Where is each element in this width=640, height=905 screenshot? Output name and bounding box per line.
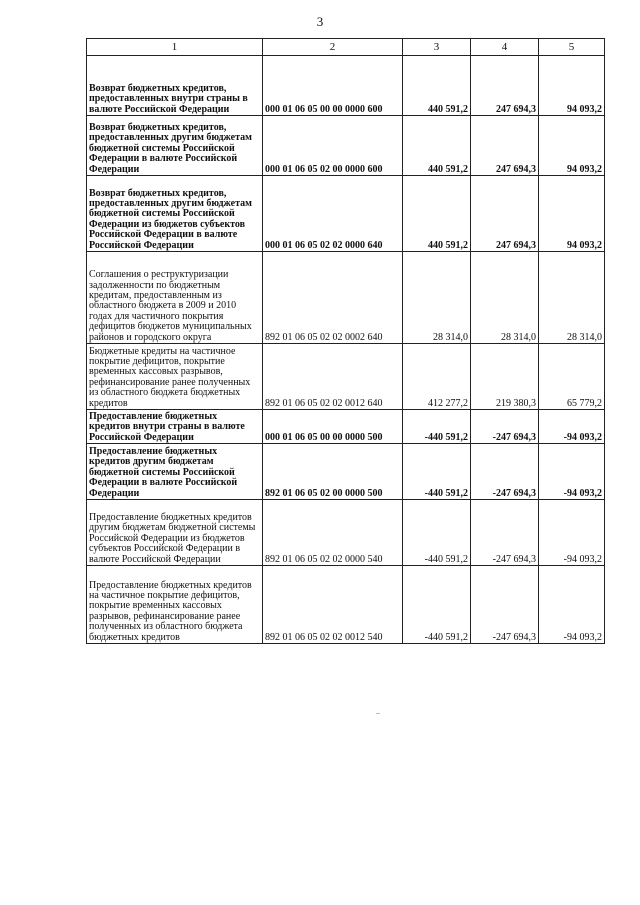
year-2-value: -247 694,3 xyxy=(471,410,539,444)
year-1-value: 440 591,2 xyxy=(403,116,471,176)
row-name: Предоставление бюджетных кредитов внутри страны в валюте Российской Федерации xyxy=(87,410,263,444)
column-number: 4 xyxy=(471,39,539,56)
year-2-value: 28 314,0 xyxy=(471,252,539,344)
year-1-value: 28 314,0 xyxy=(403,252,471,344)
year-3-value: -94 093,2 xyxy=(539,500,605,566)
year-1-value: -440 591,2 xyxy=(403,566,471,644)
table-row xyxy=(87,176,605,252)
year-3-value: 94 093,2 xyxy=(539,116,605,176)
table-row xyxy=(87,252,605,344)
row-name: Соглашения о реструктуризации задолженности по бюджетным кредитам, предоставленным из областного бюджета в 2009 и 2010 годах для частичного покрытия дефицитов бюджетов муниципальных районов и городского округа xyxy=(87,252,263,344)
budget-code: 892 01 06 05 02 02 0012 540 xyxy=(263,566,403,644)
budget-table xyxy=(86,38,605,644)
budget-code: 000 01 06 05 00 00 0000 600 xyxy=(263,56,403,116)
year-3-value: 94 093,2 xyxy=(539,56,605,116)
year-2-value: 247 694,3 xyxy=(471,176,539,252)
table-row xyxy=(87,444,605,500)
year-1-value: 412 277,2 xyxy=(403,344,471,410)
table-row xyxy=(87,500,605,566)
table-row xyxy=(87,566,605,644)
year-3-value: -94 093,2 xyxy=(539,566,605,644)
budget-code: 892 01 06 05 02 02 0000 540 xyxy=(263,500,403,566)
year-3-value: -94 093,2 xyxy=(539,444,605,500)
table-row xyxy=(87,56,605,116)
row-name: Возврат бюджетных кредитов, предоставленных внутри страны в валюте Российской Федерации xyxy=(87,56,263,116)
row-name: Предоставление бюджетных кредитов другим бюджетам бюджетной системы Российской Федерации из бюджетов субъектов Российской Федерации в валюте Российской Федерации xyxy=(87,500,263,566)
row-name: Возврат бюджетных кредитов, предоставленных другим бюджетам бюджетной системы Российской Федерации в валюте Российской Федерации xyxy=(87,116,263,176)
budget-code: 000 01 06 05 00 00 0000 500 xyxy=(263,410,403,444)
year-2-value: 219 380,3 xyxy=(471,344,539,410)
year-2-value: -247 694,3 xyxy=(471,566,539,644)
year-3-value: 65 779,2 xyxy=(539,344,605,410)
table-row xyxy=(87,344,605,410)
budget-code: 892 01 06 05 02 00 0000 500 xyxy=(263,444,403,500)
year-1-value: 440 591,2 xyxy=(403,56,471,116)
year-2-value: -247 694,3 xyxy=(471,444,539,500)
column-number-row xyxy=(87,39,605,56)
year-1-value: 440 591,2 xyxy=(403,176,471,252)
page-number: 3 xyxy=(316,14,324,29)
year-2-value: -247 694,3 xyxy=(471,500,539,566)
row-name: Возврат бюджетных кредитов, предоставленных другим бюджетам бюджетной системы Российской Федерации из бюджетов субъектов Российской Федерации в валюте Российской Федерации xyxy=(87,176,263,252)
year-3-value: 28 314,0 xyxy=(539,252,605,344)
row-name: Бюджетные кредиты на частичное покрытие дефицитов, покрытие временных кассовых разрывов, рефинансирование ранее полученных из областного бюджета бюджетных кредитов xyxy=(87,344,263,410)
year-1-value: -440 591,2 xyxy=(403,444,471,500)
row-name: Предоставление бюджетных кредитов на частичное покрытие дефицитов, покрытие временных кассовых разрывов, рефинансирование ранее полученных из областного бюджета бюджетных кредитов xyxy=(87,566,263,644)
year-2-value: 247 694,3 xyxy=(471,116,539,176)
year-2-value: 247 694,3 xyxy=(471,56,539,116)
year-1-value: -440 591,2 xyxy=(403,500,471,566)
table-row xyxy=(87,410,605,444)
column-number: 1 xyxy=(87,39,263,56)
year-3-value: -94 093,2 xyxy=(539,410,605,444)
year-3-value: 94 093,2 xyxy=(539,176,605,252)
budget-code: 892 01 06 05 02 02 0002 640 xyxy=(263,252,403,344)
column-number: 2 xyxy=(263,39,403,56)
row-name: Предоставление бюджетных кредитов другим бюджетам бюджетной системы Российской Федерации в валюте Российской Федерации xyxy=(87,444,263,500)
budget-code: 892 01 06 05 02 02 0012 640 xyxy=(263,344,403,410)
table-row xyxy=(87,116,605,176)
column-number: 3 xyxy=(403,39,471,56)
year-1-value: -440 591,2 xyxy=(403,410,471,444)
budget-code: 000 01 06 05 02 00 0000 600 xyxy=(263,116,403,176)
scan-mark xyxy=(376,713,380,714)
column-number: 5 xyxy=(539,39,605,56)
budget-code: 000 01 06 05 02 02 0000 640 xyxy=(263,176,403,252)
